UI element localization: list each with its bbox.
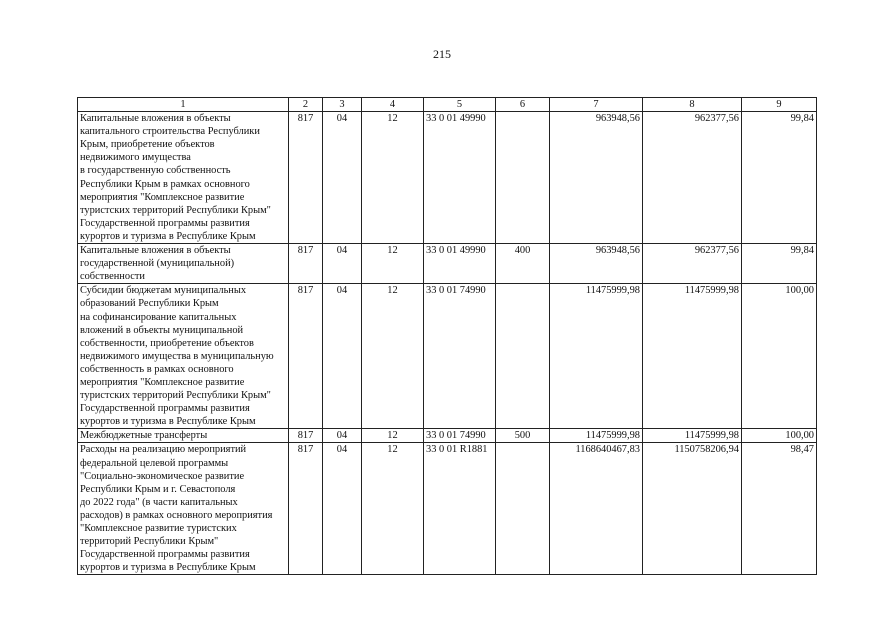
expense-type-code bbox=[496, 443, 550, 575]
row-name-line: Расходы на реализацию мероприятий bbox=[80, 444, 247, 456]
table-row bbox=[78, 429, 817, 443]
row-name-line: Государственной программы развития bbox=[80, 217, 250, 229]
ministry-code: 817 bbox=[289, 284, 323, 429]
row-name bbox=[78, 244, 289, 284]
executed-amount: 962377,56 bbox=[643, 112, 742, 244]
header-col-9: 9 bbox=[742, 98, 817, 112]
execution-percent: 100,00 bbox=[742, 429, 817, 443]
row-name-line: недвижимого имущества bbox=[80, 152, 191, 164]
header-col-1: 1 bbox=[78, 98, 289, 112]
section-code: 04 bbox=[323, 284, 362, 429]
section-code: 04 bbox=[323, 244, 362, 284]
planned-amount: 11475999,98 bbox=[550, 284, 643, 429]
header-col-5: 5 bbox=[424, 98, 496, 112]
row-name-line: Капитальные вложения в объекты bbox=[80, 113, 231, 125]
execution-percent: 99,84 bbox=[742, 112, 817, 244]
budget-table bbox=[77, 97, 817, 575]
target-article-code: 33 0 01 49990 bbox=[424, 112, 496, 244]
table-row bbox=[78, 244, 817, 284]
executed-amount: 11475999,98 bbox=[643, 284, 742, 429]
row-name-line: мероприятия "Комплексное развитие bbox=[80, 191, 245, 203]
row-name-line: Государственной программы развития bbox=[80, 549, 250, 561]
row-name-line: туристских территорий Республики Крым" bbox=[80, 204, 271, 216]
row-name-line: Государственной программы развития bbox=[80, 403, 250, 415]
expense-type-code bbox=[496, 112, 550, 244]
executed-amount: 1150758206,94 bbox=[643, 443, 742, 575]
header-col-4: 4 bbox=[362, 98, 424, 112]
planned-amount: 11475999,98 bbox=[550, 429, 643, 443]
ministry-code: 817 bbox=[289, 112, 323, 244]
row-name-line: Субсидии бюджетам муниципальных bbox=[80, 285, 247, 297]
section-code: 04 bbox=[323, 443, 362, 575]
row-name-line: федеральной целевой программы bbox=[80, 457, 229, 469]
row-name-line: Крым, приобретение объектов bbox=[80, 139, 215, 151]
executed-amount: 962377,56 bbox=[643, 244, 742, 284]
row-name-line: недвижимого имущества в муниципальную bbox=[80, 350, 274, 362]
row-name bbox=[78, 284, 289, 429]
row-name-line: до 2022 года" (в части капитальных bbox=[80, 496, 238, 508]
row-name-line: "Комплексное развитие туристских bbox=[80, 523, 237, 534]
header-col-8: 8 bbox=[643, 98, 742, 112]
row-name-line: капитального строительства Республики bbox=[80, 126, 260, 138]
execution-percent: 99,84 bbox=[742, 244, 817, 284]
section-code: 04 bbox=[323, 429, 362, 443]
executed-amount: 11475999,98 bbox=[643, 429, 742, 443]
row-name-line: собственности bbox=[80, 271, 145, 283]
ministry-code: 817 bbox=[289, 443, 323, 575]
target-article-code: 33 0 01 R1881 bbox=[424, 443, 496, 575]
ministry-code: 817 bbox=[289, 244, 323, 284]
subsection-code: 12 bbox=[362, 429, 424, 443]
row-name-line: мероприятия "Комплексное развитие bbox=[80, 376, 245, 388]
subsection-code: 12 bbox=[362, 244, 424, 284]
table-body bbox=[78, 112, 817, 575]
row-name-line: в государственную собственность bbox=[80, 165, 231, 177]
header-col-6: 6 bbox=[496, 98, 550, 112]
row-name-line: образований Республики Крым bbox=[80, 298, 219, 310]
row-name-line: "Социально-экономическое развитие bbox=[80, 470, 245, 482]
row-name bbox=[78, 112, 289, 244]
section-code: 04 bbox=[323, 112, 362, 244]
row-name bbox=[78, 429, 289, 443]
subsection-code: 12 bbox=[362, 443, 424, 575]
row-name-line: собственности, приобретение объектов bbox=[80, 337, 254, 349]
target-article-code: 33 0 01 74990 bbox=[424, 429, 496, 443]
ministry-code: 817 bbox=[289, 429, 323, 443]
expense-type-code: 400 bbox=[496, 244, 550, 284]
header-col-2: 2 bbox=[289, 98, 323, 112]
row-name-line: курортов и туризма в Республике Крым bbox=[80, 562, 256, 574]
table-row bbox=[78, 284, 817, 429]
row-name-line: вложений в объекты муниципальной bbox=[80, 324, 244, 336]
target-article-code: 33 0 01 74990 bbox=[424, 284, 496, 429]
row-name-line: на софинансирование капитальных bbox=[80, 311, 237, 323]
expense-type-code bbox=[496, 284, 550, 429]
header-col-7: 7 bbox=[550, 98, 643, 112]
row-name-line: Межбюджетные трансферты bbox=[80, 430, 208, 442]
target-article-code: 33 0 01 49990 bbox=[424, 244, 496, 284]
row-name-line: курортов и туризма в Республике Крым bbox=[80, 230, 256, 242]
subsection-code: 12 bbox=[362, 284, 424, 429]
row-name-line: курортов и туризма в Республике Крым bbox=[80, 416, 256, 428]
table-header bbox=[78, 98, 817, 112]
expense-type-code: 500 bbox=[496, 429, 550, 443]
row-name-line: Капитальные вложения в объекты bbox=[80, 245, 231, 257]
row-name-line: Республики Крым в рамках основного bbox=[80, 178, 250, 190]
planned-amount: 963948,56 bbox=[550, 112, 643, 244]
execution-percent: 98,47 bbox=[742, 443, 817, 575]
table-row bbox=[78, 112, 817, 244]
row-name-line: собственность в рамках основного bbox=[80, 363, 234, 375]
planned-amount: 963948,56 bbox=[550, 244, 643, 284]
row-name-line: Республики Крым и г. Севастополя bbox=[80, 483, 236, 495]
header-row bbox=[78, 98, 817, 112]
execution-percent: 100,00 bbox=[742, 284, 817, 429]
planned-amount: 1168640467,83 bbox=[550, 443, 643, 575]
table-row bbox=[78, 443, 817, 575]
row-name-line: расходов) в рамках основного мероприятия bbox=[80, 509, 273, 521]
header-col-3: 3 bbox=[323, 98, 362, 112]
row-name-line: государственной (муниципальной) bbox=[80, 258, 235, 270]
page-number: 215 bbox=[433, 47, 451, 61]
row-name-line: территорий Республики Крым" bbox=[80, 536, 219, 548]
row-name bbox=[78, 443, 289, 575]
subsection-code: 12 bbox=[362, 112, 424, 244]
row-name-line: туристских территорий Республики Крым" bbox=[80, 390, 271, 402]
